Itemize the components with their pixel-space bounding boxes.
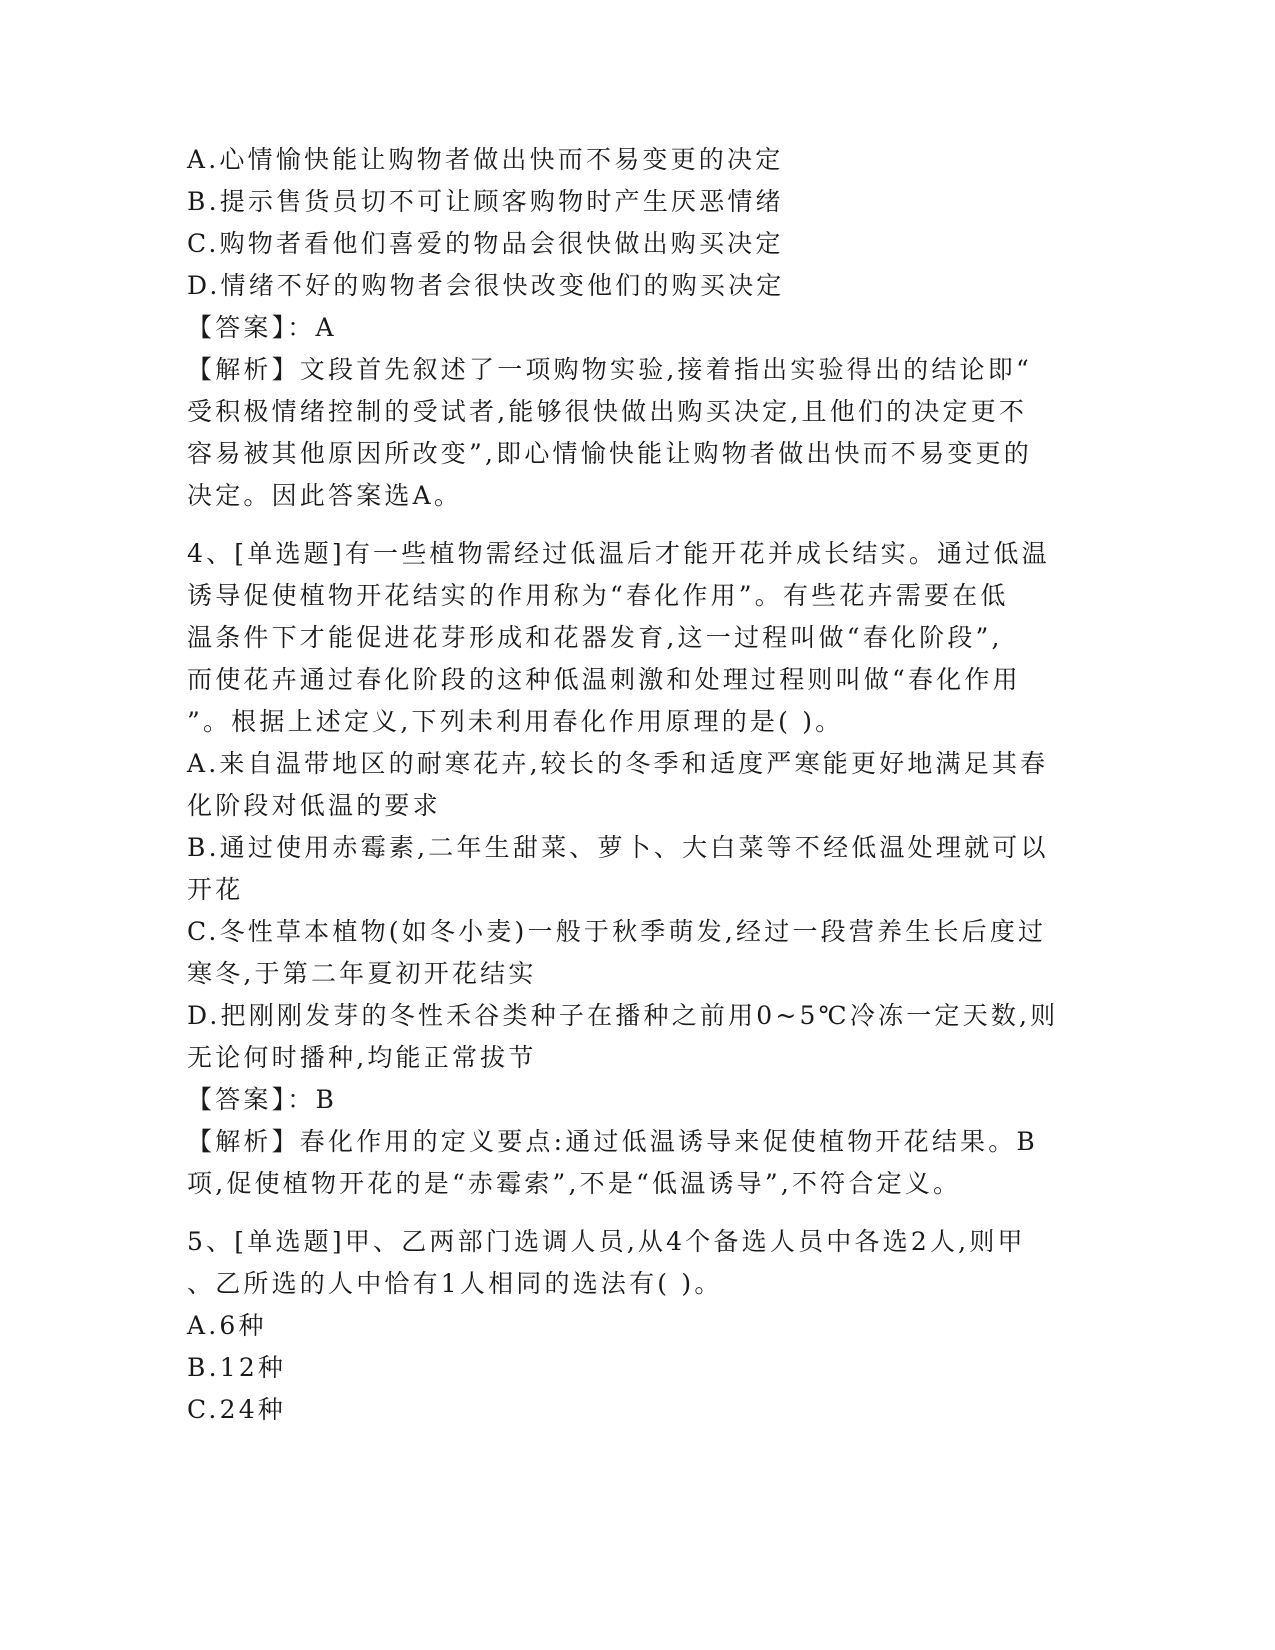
q4-stem-line-5: ”。根据上述定义,下列未利用春化作用原理的是( )。 (187, 707, 844, 736)
q4-option-d-line-1: D.把刚刚发芽的冬性禾谷类种子在播种之前用0~5℃冷冻一定天数,则 (187, 1001, 1059, 1030)
q4-option-a-line-1: A.来自温带地区的耐寒花卉,较长的冬季和适度严寒能更好地满足其春 (187, 749, 1049, 778)
q4-option-c-line-2: 寒冬,于第二年夏初开花结实 (187, 959, 537, 988)
q4-stem-line-3: 温条件下才能促进花芽形成和花器发育,这一过程叫做“春化阶段”, (187, 623, 1003, 652)
q4-option-a-line-2: 化阶段对低温的要求 (187, 791, 441, 820)
q4-analysis-line-2: 项,促使植物开花的是“赤霉索”,不是“低温诱导”,不符合定义。 (187, 1169, 962, 1198)
q4-option-b-line-1: B.通过使用赤霉素,二年生甜菜、萝卜、大白菜等不经低温处理就可以 (187, 833, 1049, 862)
q4-option-c-line-1: C.冬性草本植物(如冬小麦)一般于秋季萌发,经过一段营养生长后度过 (187, 917, 1047, 946)
q5-option-c: C.24种 (187, 1395, 286, 1424)
q3-analysis-line-2: 受积极情绪控制的受试者,能够很快做出购买决定,且他们的决定更不 (187, 397, 1028, 426)
q3-option-d: D.情绪不好的购物者会很快改变他们的购买决定 (187, 271, 785, 300)
q5-option-b: B.12种 (187, 1353, 287, 1382)
q4-answer: 【答案】：B (187, 1085, 338, 1114)
q3-analysis-line-3: 容易被其他原因所改变”,即心情愉快能让购物者做出快而不易变更的 (187, 439, 1032, 468)
q4-analysis-line-1: 【解析】春化作用的定义要点:通过低温诱导来促使植物开花结果。B (187, 1127, 1038, 1156)
q3-option-b: B.提示售货员切不可让顾客购物时产生厌恶情绪 (187, 187, 784, 216)
q5-option-a: A.6种 (187, 1311, 267, 1340)
q4-stem-line-2: 诱导促使植物开花结实的作用称为“春化作用”。有些花卉需要在低 (187, 581, 1009, 610)
q4-option-b-line-2: 开花 (187, 875, 244, 904)
q3-analysis-line-1: 【解析】文段首先叙述了一项购物实验,接着指出实验得出的结论即“ (187, 355, 1032, 384)
q3-analysis-line-4: 决定。因此答案选A。 (187, 481, 463, 510)
q4-stem-line-1: 4、[单选题]有一些植物需经过低温后才能开花并成长结实。通过低温 (187, 539, 1050, 568)
q3-answer: 【答案】：A (187, 313, 337, 342)
q5-stem-line-1: 5、[单选题]甲、乙两部门选调人员,从4个备选人员中各选2人,则甲 (187, 1227, 1026, 1256)
q5-stem-line-2: 、乙所选的人中恰有1人相同的选法有( )。 (187, 1269, 723, 1298)
q3-option-a: A.心情愉快能让购物者做出快而不易变更的决定 (187, 145, 784, 174)
q4-option-d-line-2: 无论何时播种,均能正常拔节 (187, 1043, 537, 1072)
q4-stem-line-4: 而使花卉通过春化阶段的这种低温刺激和处理过程则叫做“春化作用 (187, 665, 1021, 694)
q3-option-c: C.购物者看他们喜爱的物品会很快做出购买决定 (187, 229, 784, 258)
